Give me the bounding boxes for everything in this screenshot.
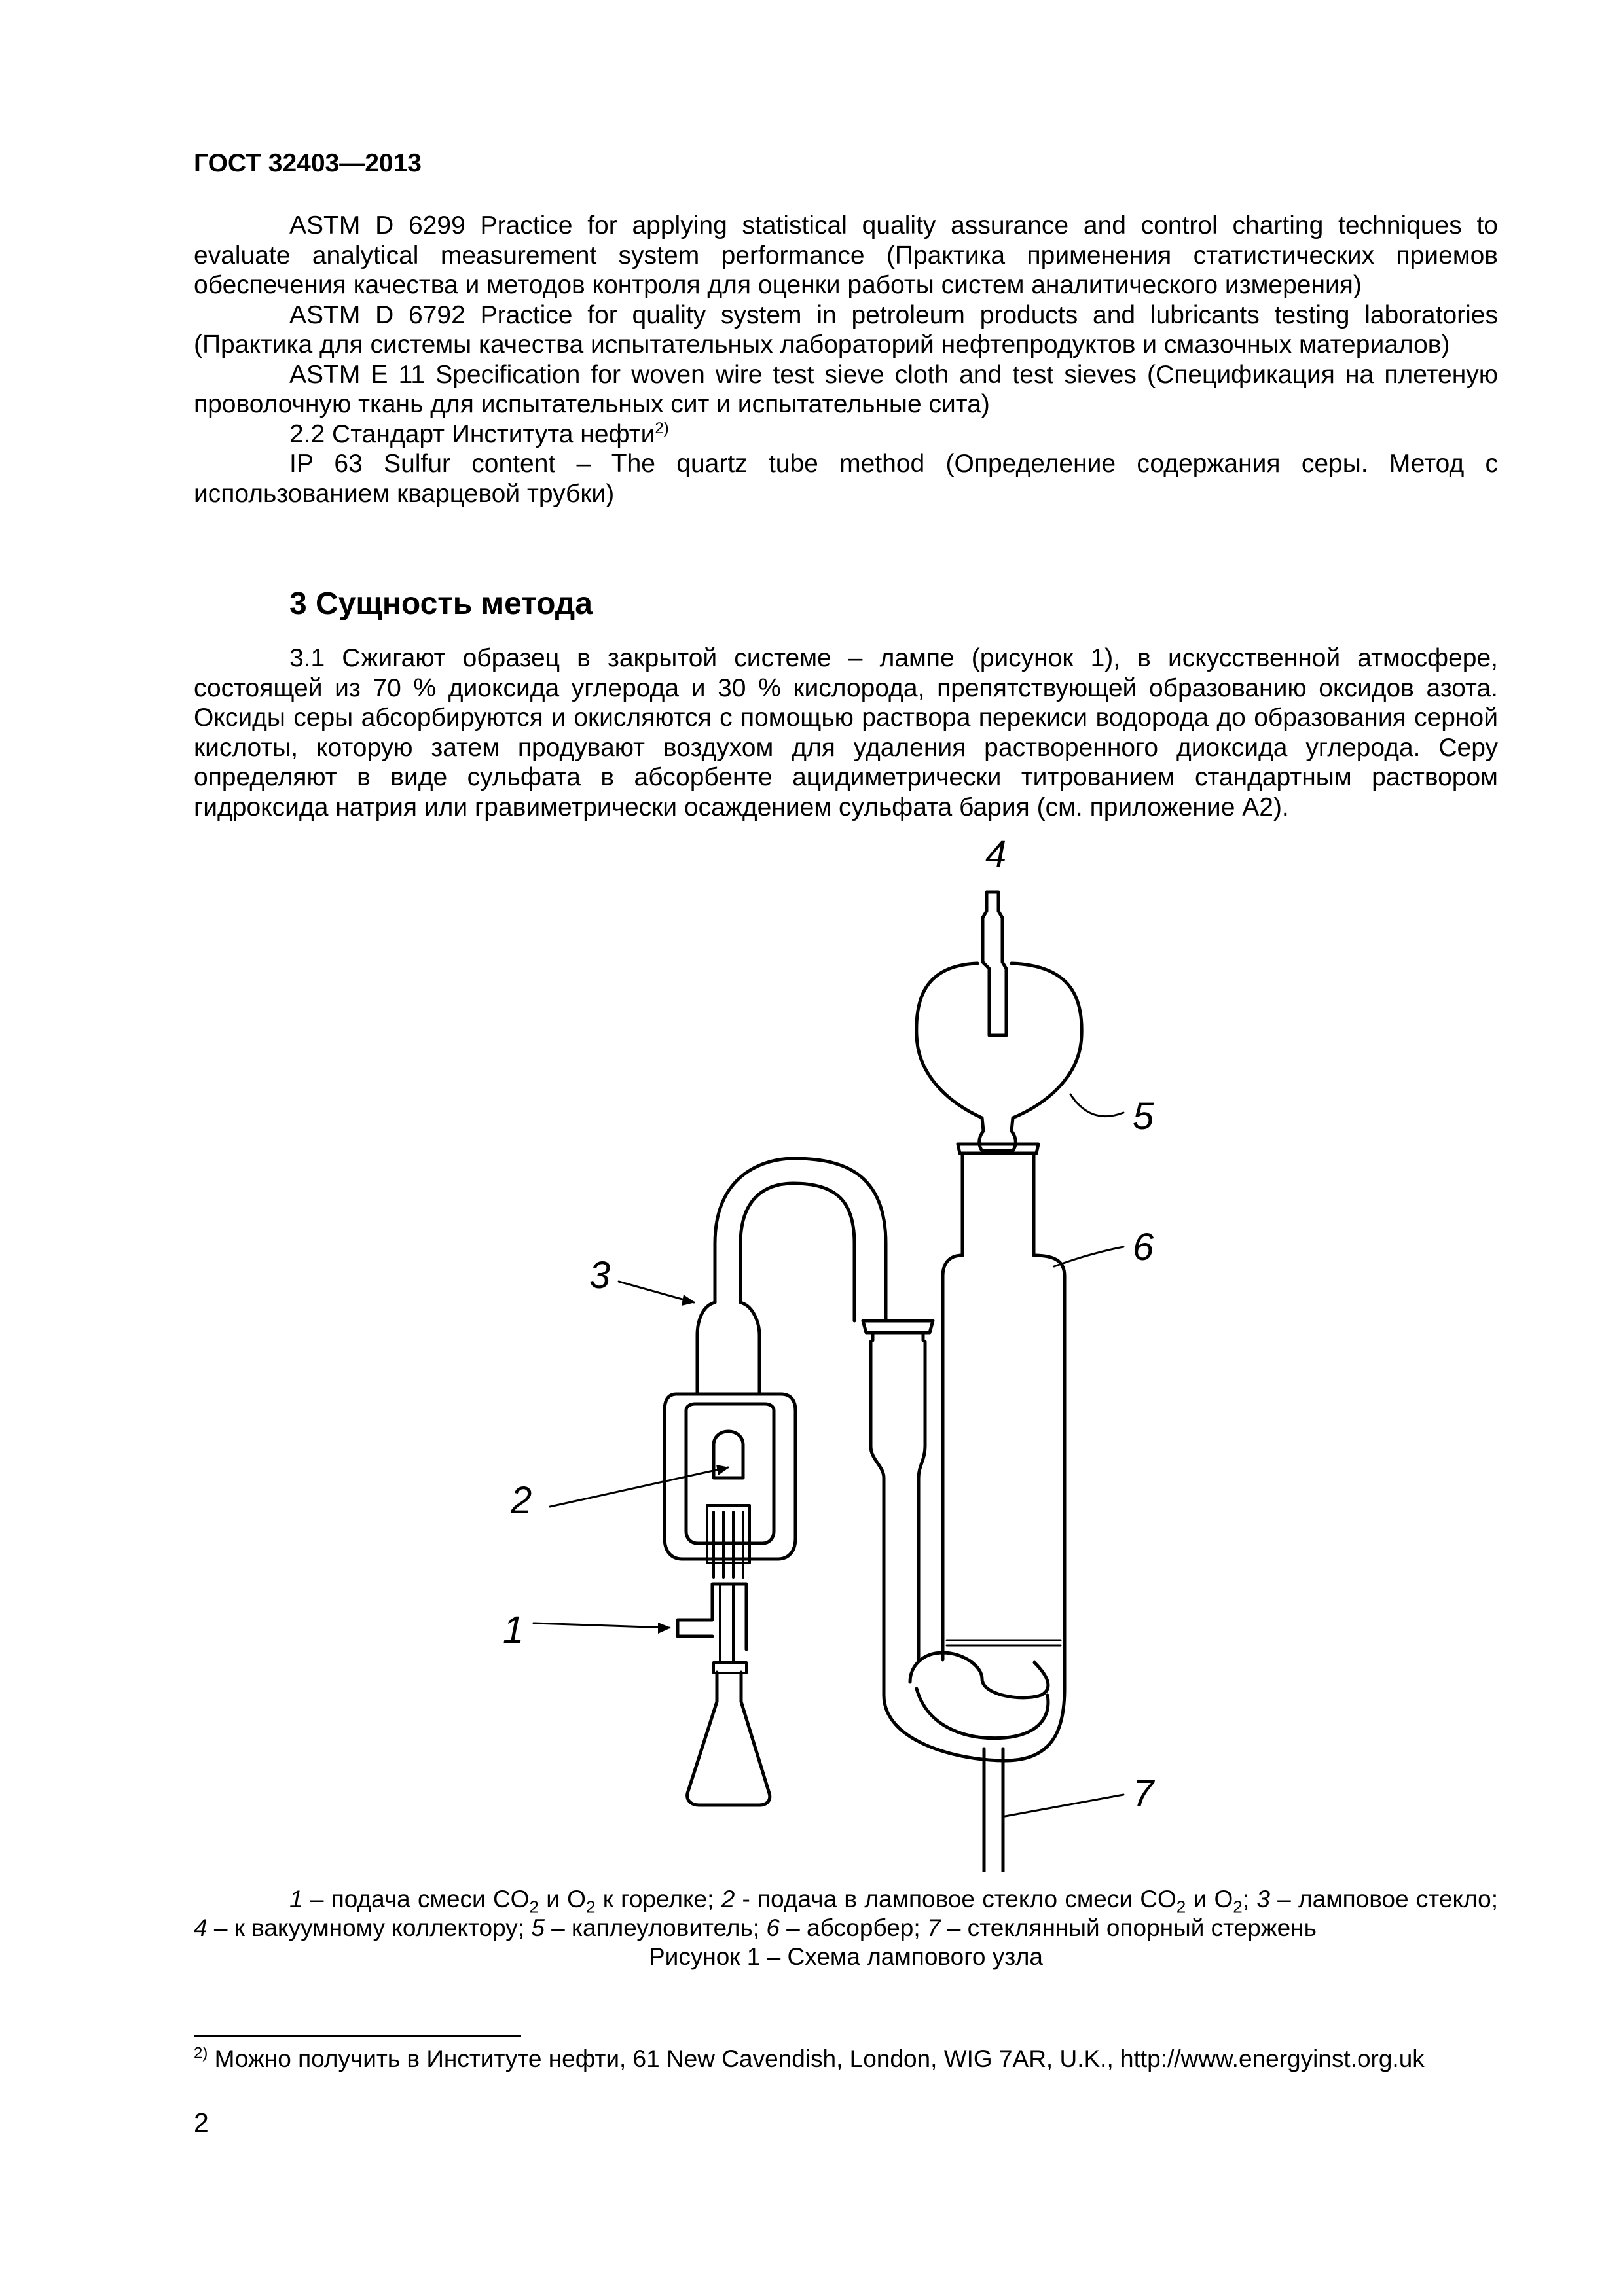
- ip-standard-heading: [194, 420, 1498, 450]
- footnote-text: Можно получить в Институте нефти, 61 New Cavendish, London, WIG 7AR, U.K., http://www.energyinst.org.uk: [208, 2045, 1425, 2072]
- section-heading: 3 Сущность метода: [289, 586, 593, 621]
- footnote: [194, 2045, 1498, 2073]
- footnote-marker: 2): [194, 2044, 208, 2062]
- callout-1: 1: [503, 1609, 524, 1651]
- callout-5: 5: [1133, 1095, 1154, 1138]
- page-number: 2: [194, 2108, 209, 2138]
- leader-line-6: [1054, 1247, 1123, 1266]
- callout-4: 4: [985, 838, 1007, 876]
- callout-2: 2: [511, 1479, 532, 1522]
- absorber-inlet-tube: [871, 1342, 925, 1660]
- references-block: [194, 211, 1498, 509]
- footnote-ref-2: 2): [655, 419, 669, 437]
- reference-astm-e11: ASTM E 11 Specification for woven wire test sieve cloth and test sieves (Спецификация на плетеную проволочную ткань для испытательных сит и испытательные сита): [194, 360, 1498, 418]
- lamp-assembly-diagram: [458, 838, 1178, 1872]
- callout-7: 7: [1133, 1772, 1154, 1815]
- standard-designation: ГОСТ 32403—2013: [194, 149, 422, 177]
- sample-flask: [687, 1672, 770, 1805]
- figure-caption: [194, 1885, 1498, 1971]
- droplet-trap-bulb: [917, 963, 1082, 1151]
- section-3-body: [194, 643, 1498, 822]
- ip-standard-heading-text: 2.2 Стандарт Института нефти: [289, 420, 655, 448]
- reference-ip63: IP 63 Sulfur content – The quartz tube method (Определение содержания серы. Метод с использованием кварцевой трубки): [194, 450, 1498, 508]
- paragraph-3-1: 3.1 Сжигают образец в закрытой системе – лампе (рисунок 1), в искусственной атмосфере, состоящей из 70 % диоксида углерода и 30 % кислорода, препятствующей образованию оксидов азота. Оксиды серы абсорбируются и окисляются с помощью раствора перекиси водорода до образования серной кислоты, которую затем продувают воздухом для удаления растворенного диоксида углерода. Серу определяют в виде сульфата в абсорбенте ацидиметрически титрованием стандартным раствором гидроксида натрия или гравиметрически осаждением сульфата бария (см. приложение А2).: [194, 644, 1498, 821]
- gas-inlet-tube: [678, 1584, 746, 1649]
- leader-line-5: [1070, 1094, 1123, 1117]
- ground-joint: [863, 1321, 933, 1333]
- glass-support-rod: [984, 1749, 1003, 1872]
- reference-astm-d6299: ASTM D 6299 Practice for applying statistical quality assurance and control charting techniques to evaluate analytical measurement system performance (Практика применения статистических приемов обеспечения качества и методов контроля для оценки работы систем аналитического измерения): [194, 211, 1498, 299]
- vacuum-outlet-tube: [983, 892, 1006, 1035]
- trap-stopper: [958, 1144, 1038, 1153]
- lamp-chimney: [697, 1302, 759, 1394]
- figure-legend: 1 – подача смеси $CO_2$ и $O_2$ к горелке; 2 - подача в ламповое стекло смеси $CO_2$ и $O_2$; 3 – ламповое стекло; 4 – к вакуумному коллектору; 5 – каплеуловитель; 6 – абсорбер; 7 – стеклянный опорный стержень: [194, 1886, 1498, 1941]
- leader-line-7: [1005, 1795, 1123, 1816]
- absorber-body: [943, 1255, 1065, 1660]
- leader-line-2: [550, 1467, 728, 1507]
- callout-6: 6: [1133, 1226, 1154, 1268]
- figure-title: Рисунок 1 – Схема лампового узла: [648, 1943, 1043, 1970]
- footnote-separator: [194, 2035, 521, 2037]
- absorber-liquid-level: [947, 1640, 1061, 1645]
- callout-3: 3: [589, 1254, 611, 1297]
- leader-line-1: [534, 1623, 669, 1628]
- connecting-arc-tube: [715, 1158, 886, 1321]
- reference-astm-d6792: ASTM D 6792 Practice for quality system in petroleum products and lubricants testing laboratories (Практика для системы качества испытательных лабораторий нефтепродуктов и смазочных материалов): [194, 300, 1498, 359]
